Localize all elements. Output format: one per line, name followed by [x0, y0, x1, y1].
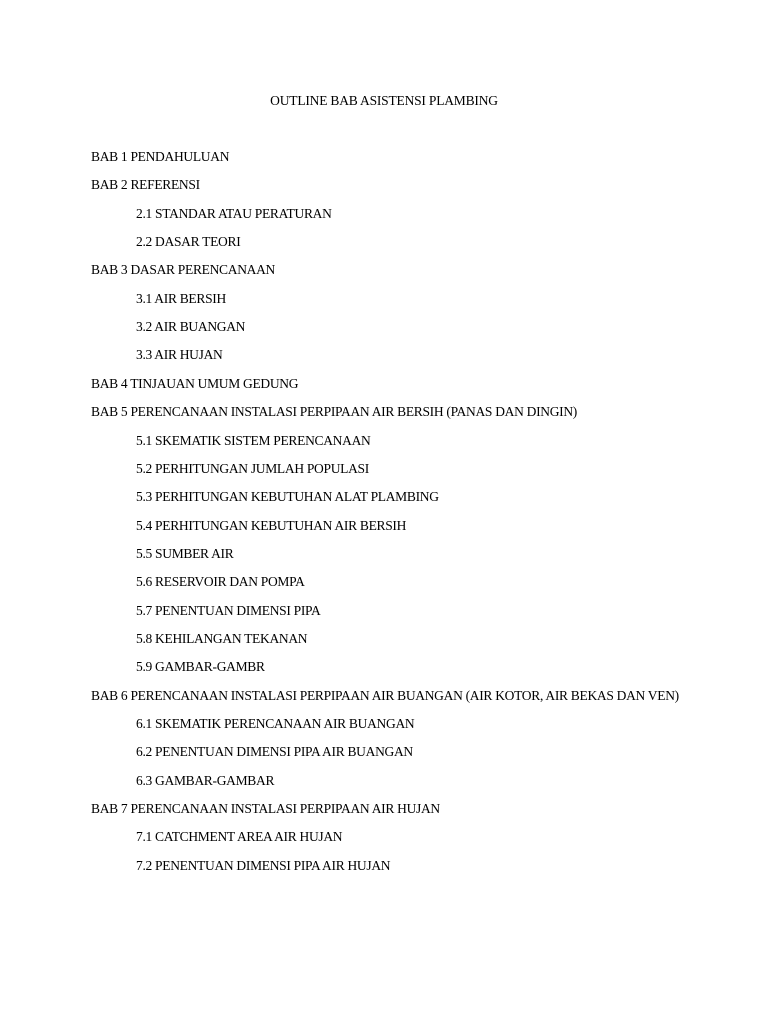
chapter-heading: BAB 6 PERENCANAAN INSTALASI PERPIPAAN AIR BUANGAN (AIR KOTOR, AIR BEKAS DAN VEN)	[91, 687, 679, 703]
chapter-heading: BAB 2 REFERENSI	[91, 177, 200, 193]
subchapter-item: 2.2 DASAR TEORI	[136, 234, 241, 250]
subchapter-item: 5.9 GAMBAR-GAMBR	[136, 659, 265, 675]
subchapter-item: 5.5 SUMBER AIR	[136, 545, 234, 561]
chapter-heading: BAB 5 PERENCANAAN INSTALASI PERPIPAAN AIR BERSIH (PANAS DAN DINGIN)	[91, 404, 577, 420]
subchapter-item: 5.3 PERHITUNGAN KEBUTUHAN ALAT PLAMBING	[136, 489, 439, 505]
subchapter-item: 3.3 AIR HUJAN	[136, 347, 223, 363]
subchapter-item: 5.7 PENENTUAN DIMENSI PIPA	[136, 602, 321, 618]
chapter-heading: BAB 7 PERENCANAAN INSTALASI PERPIPAAN AIR HUJAN	[91, 801, 440, 817]
subchapter-item: 7.2 PENENTUAN DIMENSI PIPA AIR HUJAN	[136, 857, 391, 873]
chapter-heading: BAB 1 PENDAHULUAN	[91, 149, 230, 164]
subchapter-item: 5.4 PERHITUNGAN KEBUTUHAN AIR BERSIH	[136, 517, 407, 533]
subchapter-item: 5.8 KEHILANGAN TEKANAN	[136, 630, 308, 646]
subchapter-item: 3.2 AIR BUANGAN	[136, 319, 246, 335]
subchapter-item: 5.2 PERHITUNGAN JUMLAH POPULASI	[136, 460, 369, 476]
document-title: OUTLINE BAB ASISTENSI PLAMBING	[270, 93, 498, 108]
subchapter-item: 6.3 GAMBAR-GAMBAR	[136, 772, 275, 788]
chapter-heading: BAB 4 TINJAUAN UMUM GEDUNG	[91, 375, 299, 391]
chapter-heading: BAB 3 DASAR PERENCANAAN	[91, 262, 275, 278]
subchapter-item: 7.1 CATCHMENT AREA AIR HUJAN	[136, 829, 343, 845]
subchapter-item: 5.1 SKEMATIK SISTEM PERENCANAAN	[136, 432, 371, 448]
subchapter-item: 6.2 PENENTUAN DIMENSI PIPA AIR BUANGAN	[136, 744, 413, 760]
subchapter-item: 3.1 AIR BERSIH	[136, 290, 226, 306]
subchapter-item: 5.6 RESERVOIR DAN POMPA	[136, 574, 305, 590]
subchapter-item: 6.1 SKEMATIK PERENCANAAN AIR BUANGAN	[136, 716, 415, 731]
subchapter-item: 2.1 STANDAR ATAU PERATURAN	[136, 205, 332, 221]
